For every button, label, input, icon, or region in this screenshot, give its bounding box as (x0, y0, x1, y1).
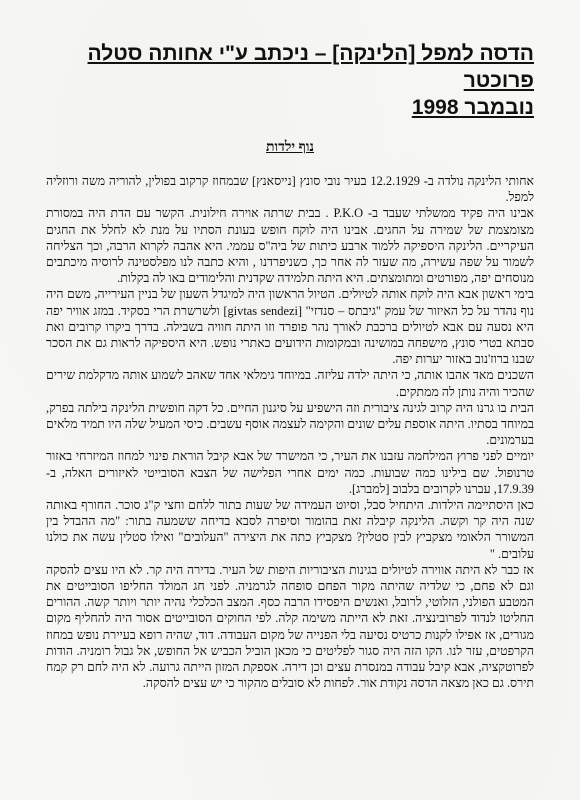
paragraph: אז כבר לא היתה אווירה לטיולים בגינות הציבוריות היפות של העיר. בדירה היה קר. לא היו עצים להסקה וגם לא פחם, כי שלדיה שהיתה מקור הפחם סופחה לגרמניה. לפני חג המולד החליפו הסובייטים את המטבע הפולני, הזלוטי, לרובל, ואנשים היפסידו הרבה כסף. המצב הכלכלי נהיה יותר ויותר קשה. ההורים החליטו לנדוד לפרובינציה. זאת לא הייתה משימה קלה. לפי החוקים הסובייטים אסור היה להחליף מקום מגורים, אז אפילו לקנות כרטיס נסיעה בלי הפנייה של מקום העבודה. דוד, שהיה רופא בעיירת נופש במחוז הקרפטים, עזר לנו. הקו הזה היה סגור לפליטים כי מכאן הוביל הכביש אל החופש, אל גבול רומניה. הודות לפרוטקציה, אבא קיבל עבודה במנסרת עצים וכן דירה. אספקת המזון הייתה גרועה. לא היה לחם רק קמח תירס. גם כאן מצאה הדסה נקודת אור. לפחות לא סובלים מהקור כי יש עצים להסקה. (46, 562, 534, 691)
paragraph: בימי ראשון אבא היה לוקח אותה לטיולים. הטיול הראשון היה למיגדל השעון של בניין העירייה, משם היה נוף נהדר על כל האיזור של עמק "גיבתס – סנדזי" [givtas sendezi] ולשרשרת הרי בסקיד. במזג אוויר יפה היא נסעה עם אבא לטיולים ברכבת לאורך נהר פופרד וזו היתה חוויה בשבילה. בדרך ביקרו קרובים ואת סבתא בטרי סונץ, מישפחה במושינה ובמקומות הידועים כאתרי נופש. היא היספיקה לראות גם את הסכר שבנו ברוז'נוב באזור יערות יפה. (46, 287, 534, 367)
paragraph: הבית בו גרנו היה קרוב לגינה ציבורית וזה הישפיע על סיגנון החיים. כל דקה חופשית הלינקה בילתה בפרק, במיוחד בסתיו. היתה אוספת עלים שונים והקימה לעצמה אוסף עשבים. כיסי המעיל שלה היו תמיד מלאים בערמונים. (46, 400, 534, 448)
title-line-1: הדסה למפל [הלינקה] – ניכתב ע"י אחותה סטלה פרוכטר (87, 42, 534, 92)
section-heading: נוף ילדות (266, 140, 314, 155)
body-text (46, 173, 534, 692)
paragraph: כאן היסתיימה הילדות. היתחיל סבל, וסיוט העמידה של שעות בתור ללחם וחצי ק"ג סוכר. החורף באותה שנה היה קר וקשה. הלינקה קיבלה זאת בהומור וסיפרה לסבא בדיחה ששמעה בתור: "מה ההבדל בין המשורר הלאומי מצקביץ לבין סטלין? מצקביץ כתה את היצירה "העלובים" ואילו סטלין עשה את כולנו עלובים. " (46, 498, 534, 561)
paragraph: אחותי הלינקה נולדה ב- 12.2.1929 בעיר נובי סונץ [נייסאנץ] שבמחוז קרקוב בפולין, להוריה משה ורוזליה למפל. (46, 174, 534, 205)
paragraph: אבינו היה פקיד ממשלתי שעבד ב- P.K.O . בבית שרתה אוירה חילונית. הקשר עם הדת היה במסורת מצומצמת של שמירה על החגים. אבינו היה לוקח חופש בעונת הסתיו על מנת לא לחלל את החגים העיקריים. הלינקה היספיקה ללמוד ארבע כיתות של ביה"ס עממי. היא אהבה לקרוא הרבה, וכך הצליחה לשמור על שפה עשירה, מה שעזר לה אחר כך, כשניפרדנו , והיא כתבה לנו מפלסטינה לרוסיה מיכתבים מנוסחים יפה, מפורטים ומתומצתים. היא היתה תלמידה שקדנית והלימודים באו לה בקלות. (46, 206, 534, 286)
title-line-2: נובמבר 1998 (411, 96, 534, 119)
document-title (46, 40, 534, 121)
paragraph: השכנים מאד אהבו אותה, כי היתה ילדה עליזה. במיוחד גימלאי אחד שאהב לשמוע אותה מדקלמת שירים שהכיר והיה נותן לה ממתקים. (46, 368, 534, 399)
paragraph: יומיים לפני פרוץ המילחמה עזבנו את העיר, כי המישרד של אבא קיבל הוראת פינוי למחוז המיזרחי באזור טרנופול. שם בילינו כמה שבועות. כמה ימים אחרי הפלישה של הצבא הסובייטי לאיזורים האלה, ב- 17.9.39, עברנו לקרובים בלבוב [למברג]. (46, 449, 534, 496)
